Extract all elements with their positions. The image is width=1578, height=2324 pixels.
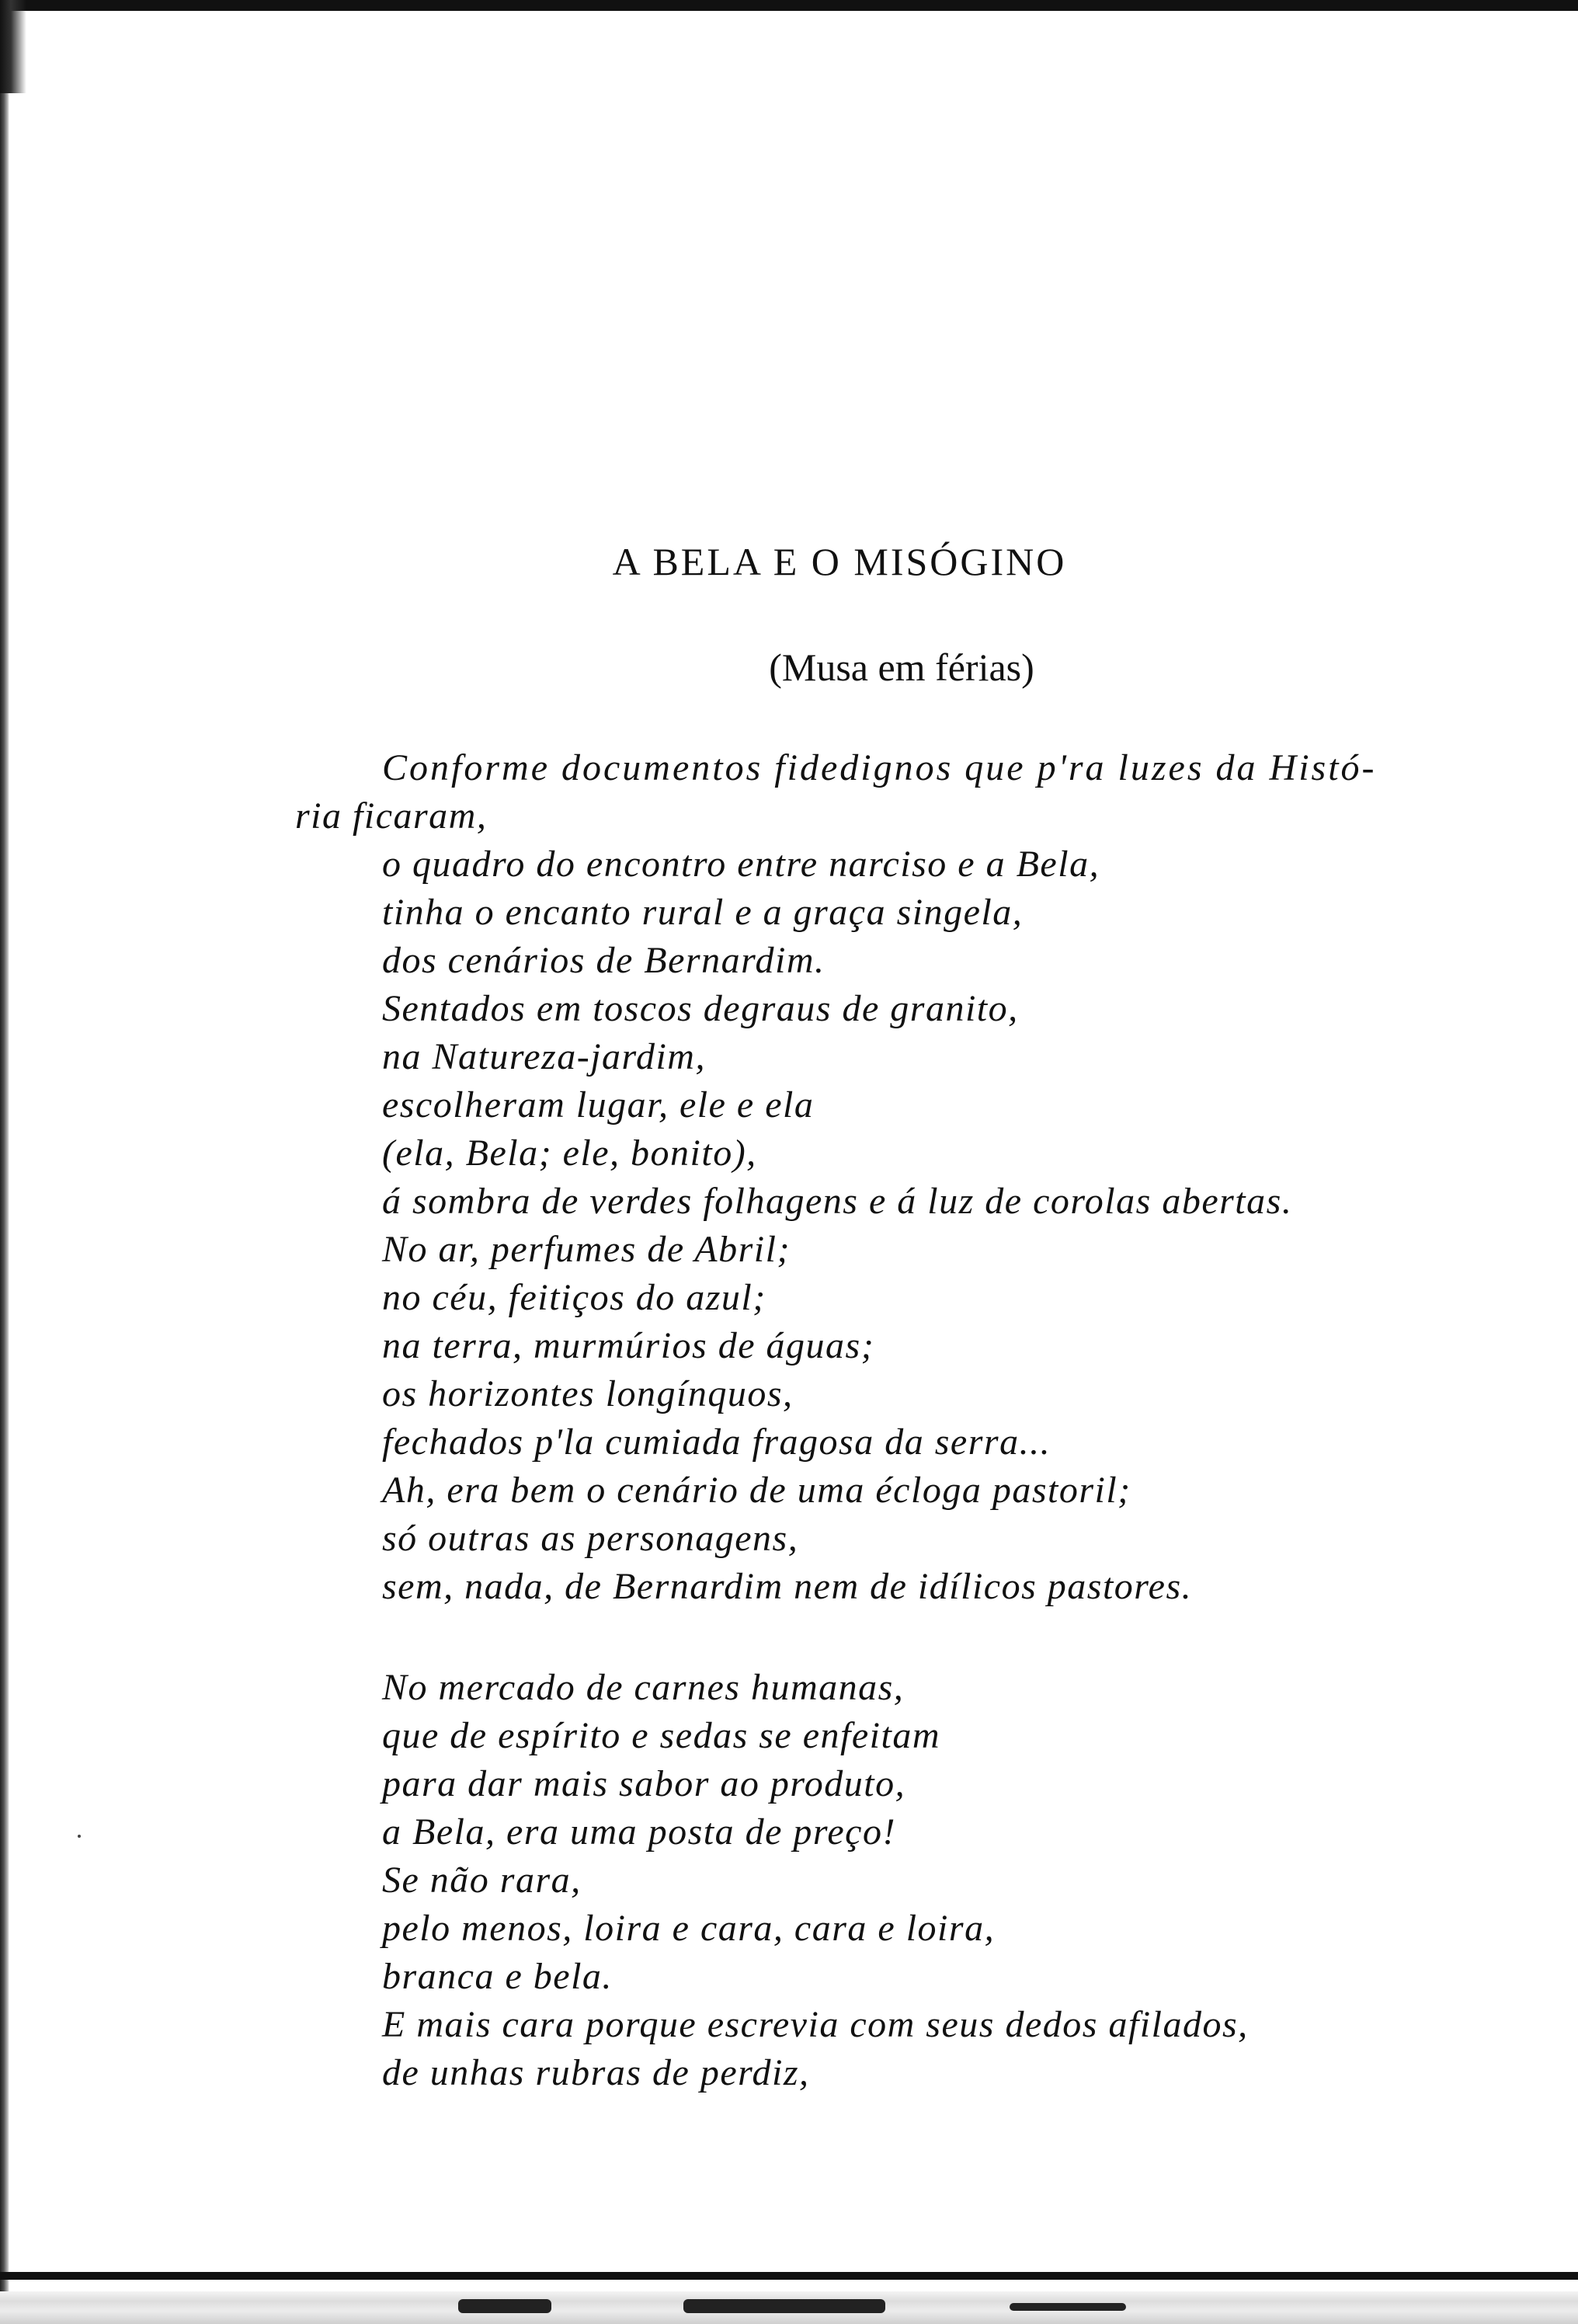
poem-line: na terra, murmúrios de águas;: [382, 1325, 875, 1366]
poem-line: E mais cara porque escrevia com seus dedos afilados,: [382, 2004, 1249, 2045]
poem-line: sem, nada, de Bernardim nem de idílicos pastores.: [382, 1566, 1193, 1607]
poem-line: dos cenários de Bernardim.: [382, 940, 825, 981]
poem-line: na Natureza-jardim,: [382, 1036, 706, 1077]
poem-line: tinha o encanto rural e a graça singela,: [382, 892, 1024, 933]
poem-line: Sentados em toscos degraus de granito,: [382, 988, 1019, 1029]
poem-line: pelo menos, loira e cara, cara e loira,: [382, 1908, 996, 1949]
poem-line: branca e bela.: [382, 1956, 613, 1997]
poem-line: (ela, Bela; ele, bonito),: [382, 1132, 757, 1174]
poem-line: no céu, feitiços do azul;: [382, 1277, 766, 1318]
poem-line: os horizontes longínquos,: [382, 1373, 794, 1414]
poem-line: Se não rara,: [382, 1860, 582, 1901]
poem-line: escolheram lugar, ele e ela: [382, 1084, 815, 1125]
scan-speck: [78, 1835, 81, 1838]
poem-line: Ah, era bem o cenário de uma écloga pastoril;: [382, 1470, 1131, 1511]
poem-subtitle: (Musa em férias): [769, 645, 1034, 689]
scan-border-bottom: [0, 2272, 1578, 2280]
poem-line: só outras as personagens,: [382, 1518, 799, 1559]
poem-line: fechados p'la cumiada fragosa da serra...: [382, 1421, 1051, 1463]
scan-border-top: [0, 0, 1578, 11]
scan-border-left: [0, 0, 9, 2324]
poem-line: de unhas rubras de perdiz,: [382, 2052, 810, 2093]
poem-line: No ar, perfumes de Abril;: [382, 1229, 791, 1270]
scan-smudge: [683, 2299, 885, 2313]
poem-line: a Bela, era uma posta de preço!: [382, 1811, 896, 1853]
scan-smudge: [458, 2299, 551, 2313]
poem-title: A BELA E O MISÓGINO: [612, 540, 1067, 583]
poem-line: para dar mais sabor ao produto,: [382, 1763, 906, 1804]
scan-border-corner: [0, 0, 26, 93]
poem-line: ria ficaram,: [295, 795, 488, 837]
poem-line: No mercado de carnes humanas,: [382, 1667, 905, 1708]
poem-line: Conforme documentos fidedignos que p'ra luzes da Histó-: [382, 747, 1377, 788]
poem-line: que de espírito e sedas se enfeitam: [382, 1715, 941, 1756]
poem-line: á sombra de verdes folhagens e á luz de corolas abertas.: [382, 1181, 1293, 1222]
poem-line: o quadro do encontro entre narciso e a Bela,: [382, 844, 1100, 885]
scan-smudge: [1010, 2303, 1126, 2311]
